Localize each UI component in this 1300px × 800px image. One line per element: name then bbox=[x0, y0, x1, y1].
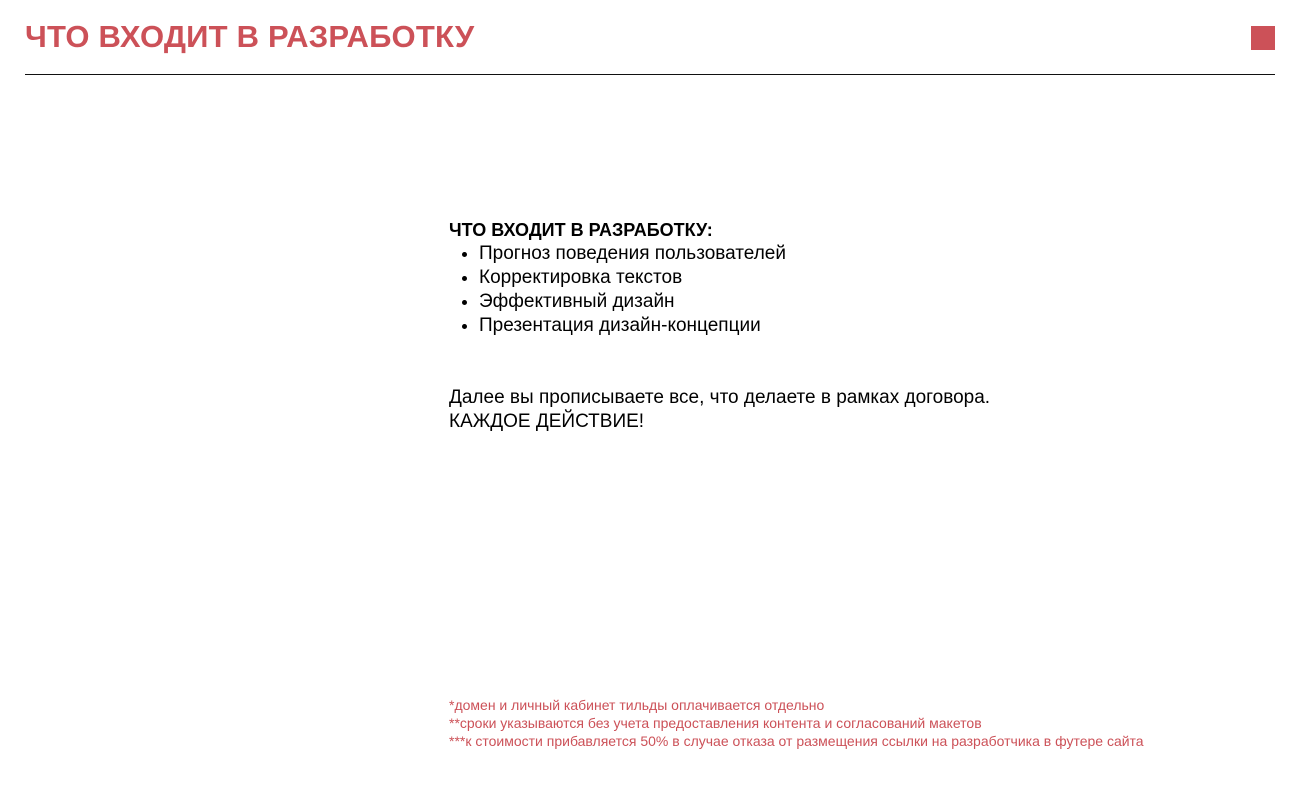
list-item: Прогноз поведения пользователей bbox=[449, 242, 1249, 266]
footnote: ***к стоимости прибавляется 50% в случае отказа от размещения ссылки на разработчика в футере сайта bbox=[449, 733, 1144, 749]
footnotes bbox=[449, 696, 1279, 750]
list-item: Корректировка текстов bbox=[449, 266, 1249, 290]
footnote: *домен и личный кабинет тильды оплачивается отдельно bbox=[449, 697, 825, 713]
page-title: ЧТО ВХОДИТ В РАЗРАБОТКУ bbox=[25, 19, 475, 54]
description bbox=[449, 386, 1249, 434]
description-line: Далее вы прописываете все, что делаете в рамках договора. bbox=[449, 387, 991, 408]
header-divider bbox=[25, 74, 1275, 75]
section-heading: ЧТО ВХОДИТ В РАЗРАБОТКУ: bbox=[449, 220, 713, 240]
list-item: Эффективный дизайн bbox=[449, 290, 1249, 314]
list-item: Презентация дизайн-концепции bbox=[449, 314, 1249, 338]
description-emphasis: КАЖДОЕ ДЕЙСТВИЕ! bbox=[449, 411, 645, 432]
main-content bbox=[449, 218, 1249, 434]
feature-list bbox=[449, 242, 1249, 338]
accent-square bbox=[1251, 26, 1275, 50]
footnote: **сроки указываются без учета предоставления контента и согласований макетов bbox=[449, 715, 982, 731]
